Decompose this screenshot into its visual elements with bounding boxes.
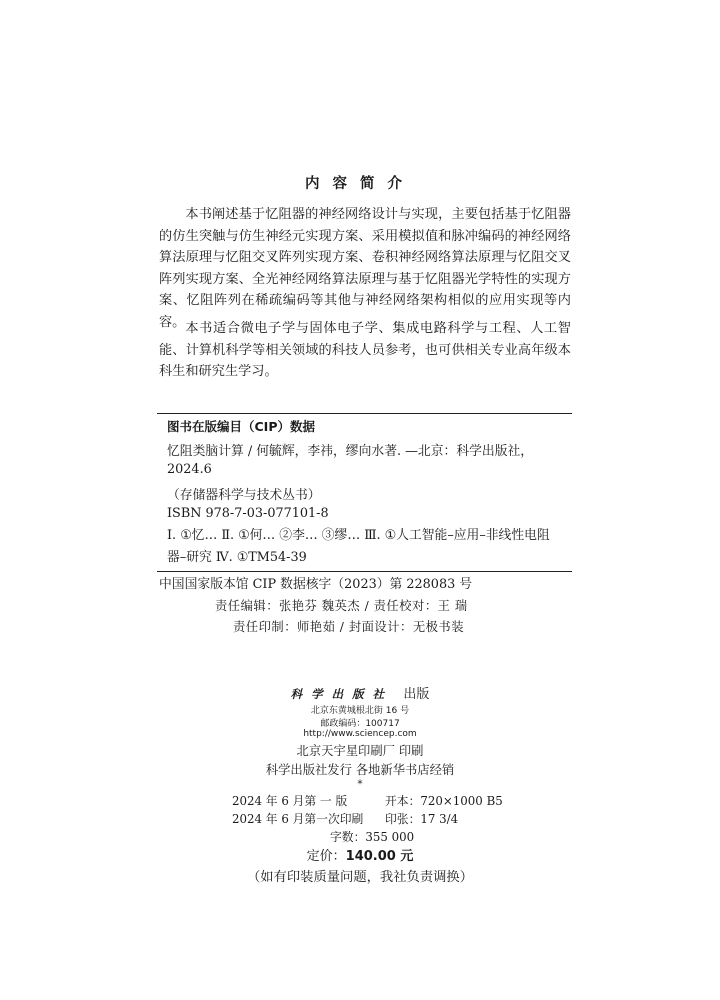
book-format: 开本：720×1000 B5 [385,794,503,808]
cip-date-line: 2024.6 [167,462,212,477]
staff-production-line: 责任印制：师艳茹 / 封面设计：无极书装 [233,620,465,634]
publisher-row [0,683,720,702]
publisher-address: 北京东黄城根北街 16 号 [310,706,410,716]
summary-paragraph-2: 本书适合微电子学与固体电子学、集成电路科学与工程、人工智能、计算机科学等相关领域的科技人员参考，也可供相关专业高年级本科生和研究生学习。 [159,321,571,379]
print-date: 2024 年 6 月第一次印刷 [232,812,364,826]
word-count: 字数：355 000 [330,830,415,844]
distribution-line: 科学出版社发行 各地新华书店经销 [265,763,455,777]
cip-series-line: （存储器科学与技术丛书） [167,488,321,503]
cip-top-rule [157,413,572,414]
cip-title: 图书在版编目（CIP）数据 [167,419,315,434]
summary-paragraph-1: 本书阐述基于忆阻器的神经网络设计与实现，主要包括基于忆阻器的仿生突触与仿生神经元实现方案、采用模拟值和脉冲编码的神经网络算法原理与忆阻交叉阵列实现方案、卷积神经网络算法原理与忆阻交叉阵列实现方案、全光神经网络算法原理与基于忆阻器光学特性的实现方案、忆阻阵列在稀疏编码等其他与神经网络架构相似的应用实现等内容。 [159,207,571,330]
summary-heading: 内容简介 [305,176,415,192]
quality-note: （如有印装质量问题，我社负责调换） [246,870,474,885]
staff-editors-line: 责任编辑：张艳芬 魏英杰 / 责任校对：王 瑞 [215,599,468,613]
cip-isbn-line: ISBN 978-7-03-077101-8 [167,506,329,521]
cip-record-number: 中国国家版本馆 CIP 数据核字（2023）第 228083 号 [159,577,473,592]
publisher-url: http://www.sciencep.com [303,729,417,739]
price-line [0,845,720,864]
cip-title-line: 忆阻类脑计算 / 何毓辉，李祎，缪向水著. —北京：科学出版社， [167,444,534,459]
print-sheets: 印张：17 3/4 [385,812,459,826]
publisher-label: 出版 [403,687,430,702]
price-value: 140.00 元 [345,849,414,864]
cip-bottom-rule [157,571,572,572]
separator-star: * [357,779,363,790]
edition-date: 2024 年 6 月第 一 版 [232,794,348,808]
printer-line: 北京天宇星印刷厂 印刷 [296,744,424,758]
publisher-logo: 科学出版社 [290,687,394,701]
publisher-postcode: 邮政编码：100717 [320,719,400,729]
cip-classification: Ⅰ. ①忆… Ⅱ. ①何… ②李… ③缪… Ⅲ. ①人工智能–应用–非线性电阻器–研究 Ⅳ. ①TM54-39 [167,528,550,565]
price-label: 定价： [306,849,346,864]
